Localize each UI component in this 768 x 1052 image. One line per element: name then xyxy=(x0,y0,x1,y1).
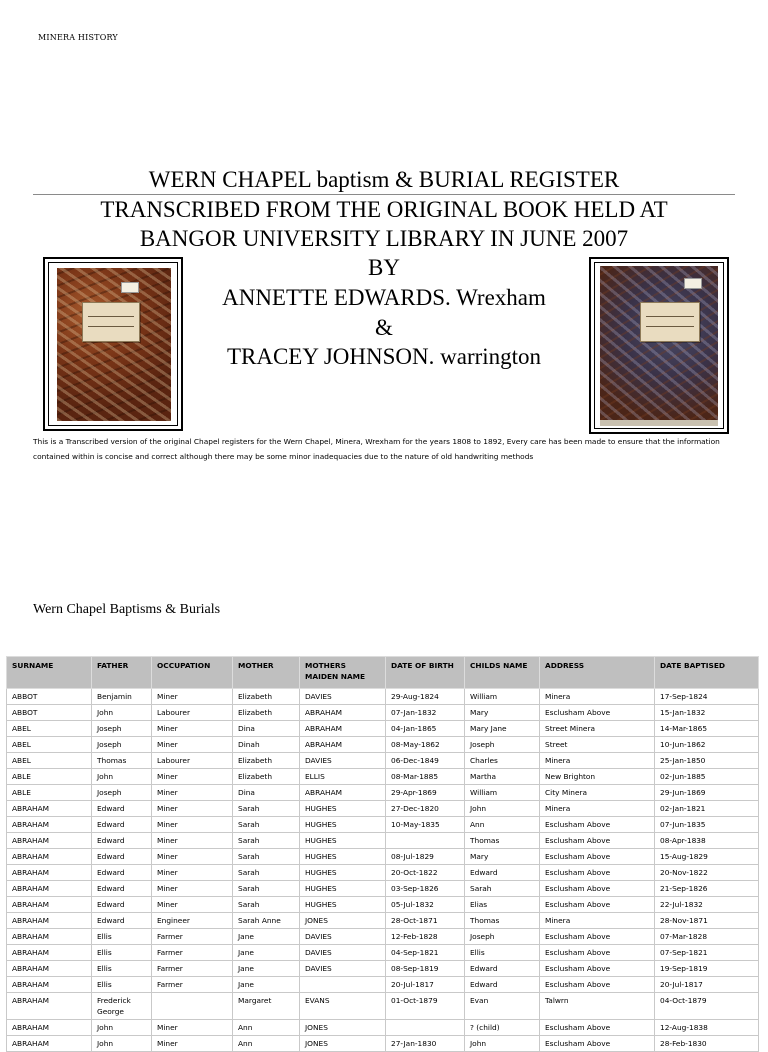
title-line-4: BY xyxy=(368,255,400,280)
table-cell: Jane xyxy=(233,945,300,961)
book-cover-image xyxy=(57,268,171,421)
table-row xyxy=(7,785,759,801)
table-cell: ABRAHAM xyxy=(7,881,92,897)
table-cell: DAVIES xyxy=(300,929,386,945)
table-cell: ABRAHAM xyxy=(7,817,92,833)
table-cell: Joseph xyxy=(465,737,540,753)
table-row xyxy=(7,977,759,993)
register-book-photo-right xyxy=(589,257,729,434)
table-cell: Miner xyxy=(152,801,233,817)
table-cell: ? (child) xyxy=(465,1020,540,1036)
table-cell: ABRAHAM xyxy=(7,801,92,817)
column-header: OCCUPATION xyxy=(152,657,233,689)
table-cell: Miner xyxy=(152,769,233,785)
title-line-3: BANGOR UNIVERSITY LIBRARY IN JUNE 2007 xyxy=(139,226,629,251)
table-cell: Esclusham Above xyxy=(540,881,655,897)
table-cell: John xyxy=(92,705,152,721)
table-cell: 28-Nov-1871 xyxy=(655,913,759,929)
table-cell: Esclusham Above xyxy=(540,961,655,977)
table-cell: 04-Jan-1865 xyxy=(386,721,465,737)
table-cell: 06-Dec-1849 xyxy=(386,753,465,769)
table-cell: ABLE xyxy=(7,785,92,801)
table-row xyxy=(7,881,759,897)
table-cell: William xyxy=(465,785,540,801)
table-cell: Sarah Anne xyxy=(233,913,300,929)
table-cell: 08-Jul-1829 xyxy=(386,849,465,865)
table-cell: Edward xyxy=(465,977,540,993)
table-cell: Miner xyxy=(152,849,233,865)
table-cell: JONES xyxy=(300,1020,386,1036)
table-cell: ABRAHAM xyxy=(7,897,92,913)
table-cell: 08-May-1862 xyxy=(386,737,465,753)
table-cell: Sarah xyxy=(233,865,300,881)
table-cell: 07-Jan-1832 xyxy=(386,705,465,721)
table-cell: ABEL xyxy=(7,753,92,769)
table-cell: ABRAHAM xyxy=(7,993,92,1020)
table-cell: Esclusham Above xyxy=(540,945,655,961)
table-cell: EVANS xyxy=(300,993,386,1020)
table-row xyxy=(7,929,759,945)
table-cell: ABBOT xyxy=(7,689,92,705)
table-cell: Jane xyxy=(233,961,300,977)
table-cell: ABRAHAM xyxy=(7,977,92,993)
table-cell: 07-Mar-1828 xyxy=(655,929,759,945)
table-cell: Edward xyxy=(92,865,152,881)
table-cell: John xyxy=(465,801,540,817)
table-row xyxy=(7,737,759,753)
column-header: MOTHER xyxy=(233,657,300,689)
table-cell: Sarah xyxy=(233,801,300,817)
table-cell: Sarah xyxy=(465,881,540,897)
table-cell: Esclusham Above xyxy=(540,977,655,993)
table-cell: ABRAHAM xyxy=(7,961,92,977)
table-cell: 12-Feb-1828 xyxy=(386,929,465,945)
table-cell: 01-Oct-1879 xyxy=(386,993,465,1020)
table-cell: Esclusham Above xyxy=(540,1036,655,1052)
title-line-2: TRANSCRIBED FROM THE ORIGINAL BOOK HELD AT xyxy=(100,197,668,222)
table-row xyxy=(7,945,759,961)
table-row xyxy=(7,721,759,737)
table-cell: HUGHES xyxy=(300,865,386,881)
table-cell: John xyxy=(92,769,152,785)
table-row xyxy=(7,897,759,913)
table-cell: 29-Apr-1869 xyxy=(386,785,465,801)
table-cell: Thomas xyxy=(92,753,152,769)
table-cell: HUGHES xyxy=(300,817,386,833)
table-cell: 27-Dec-1820 xyxy=(386,801,465,817)
table-cell: Ann xyxy=(465,817,540,833)
table-cell xyxy=(386,833,465,849)
table-cell: Elizabeth xyxy=(233,753,300,769)
table-cell: Ellis xyxy=(465,945,540,961)
table-cell: Sarah xyxy=(233,881,300,897)
table-cell: Dinah xyxy=(233,737,300,753)
table-cell: ABEL xyxy=(7,737,92,753)
table-cell: HUGHES xyxy=(300,833,386,849)
table-cell: DAVIES xyxy=(300,961,386,977)
table-cell: Minera xyxy=(540,801,655,817)
column-header: SURNAME xyxy=(7,657,92,689)
table-cell: Street Minera xyxy=(540,721,655,737)
table-cell: 07-Jun-1835 xyxy=(655,817,759,833)
table-cell: Esclusham Above xyxy=(540,817,655,833)
register-table xyxy=(6,656,759,1052)
table-cell: Farmer xyxy=(152,929,233,945)
table-cell: 28-Feb-1830 xyxy=(655,1036,759,1052)
table-cell: Minera xyxy=(540,753,655,769)
table-cell: Esclusham Above xyxy=(540,705,655,721)
table-cell: New Brighton xyxy=(540,769,655,785)
table-cell: 17-Sep-1824 xyxy=(655,689,759,705)
table-cell: 20-Nov-1822 xyxy=(655,865,759,881)
table-cell: Ellis xyxy=(92,929,152,945)
table-cell: 25-Jan-1850 xyxy=(655,753,759,769)
table-row xyxy=(7,1036,759,1052)
table-cell: 07-Sep-1821 xyxy=(655,945,759,961)
table-cell: Ellis xyxy=(92,945,152,961)
table-cell: Miner xyxy=(152,833,233,849)
table-cell: Minera xyxy=(540,913,655,929)
table-cell: 05-Jul-1832 xyxy=(386,897,465,913)
table-cell: ABRAHAM xyxy=(7,1036,92,1052)
table-cell: Mary Jane xyxy=(465,721,540,737)
table-row xyxy=(7,753,759,769)
table-cell: 08-Mar-1885 xyxy=(386,769,465,785)
table-cell: 29-Aug-1824 xyxy=(386,689,465,705)
table-cell: 03-Sep-1826 xyxy=(386,881,465,897)
table-cell: 04-Sep-1821 xyxy=(386,945,465,961)
table-cell: HUGHES xyxy=(300,897,386,913)
table-cell: 10-Jun-1862 xyxy=(655,737,759,753)
table-cell: 15-Aug-1829 xyxy=(655,849,759,865)
table-row xyxy=(7,849,759,865)
table-cell: Esclusham Above xyxy=(540,929,655,945)
table-cell: ABRAHAM xyxy=(300,737,386,753)
table-cell: ABRAHAM xyxy=(7,1020,92,1036)
table-cell: Labourer xyxy=(152,753,233,769)
table-row xyxy=(7,769,759,785)
table-cell: William xyxy=(465,689,540,705)
table-row xyxy=(7,865,759,881)
table-cell: 27-Jan-1830 xyxy=(386,1036,465,1052)
table-cell: ABLE xyxy=(7,769,92,785)
table-row xyxy=(7,833,759,849)
table-cell: Esclusham Above xyxy=(540,897,655,913)
table-cell: Joseph xyxy=(92,785,152,801)
table-cell: Ann xyxy=(233,1020,300,1036)
table-cell: Miner xyxy=(152,785,233,801)
section-title: Wern Chapel Baptisms & Burials xyxy=(33,602,221,617)
table-cell: Esclusham Above xyxy=(540,833,655,849)
table-cell: 28-Oct-1871 xyxy=(386,913,465,929)
running-header: MINERA HISTORY xyxy=(38,33,118,42)
table-cell: Engineer xyxy=(152,913,233,929)
table-cell: Dina xyxy=(233,721,300,737)
table-cell: 20-Oct-1822 xyxy=(386,865,465,881)
table-cell: Miner xyxy=(152,721,233,737)
table-cell: ABRAHAM xyxy=(7,849,92,865)
table-cell: Farmer xyxy=(152,945,233,961)
table-cell: ABRAHAM xyxy=(7,833,92,849)
column-header: CHILDS NAME xyxy=(465,657,540,689)
table-cell: Edward xyxy=(92,849,152,865)
table-cell: 10-May-1835 xyxy=(386,817,465,833)
table-cell: Frederick George xyxy=(92,993,152,1020)
table-cell: Ann xyxy=(233,1036,300,1052)
intro-paragraph: This is a Transcribed version of the original Chapel registers for the Wern Chapel, Minera, Wrexham for the years 1808 to 1892, Every care has been made to ensure that the information contained within is concise and correct although there may be some minor inadequacies due to the nature of old handwriting methods xyxy=(33,437,720,461)
table-header-row xyxy=(7,657,759,689)
table-cell: 15-Jan-1832 xyxy=(655,705,759,721)
table-cell: Charles xyxy=(465,753,540,769)
table-row xyxy=(7,1020,759,1036)
column-header: DATE OF BIRTH xyxy=(386,657,465,689)
table-row xyxy=(7,705,759,721)
table-cell: ABRAHAM xyxy=(300,721,386,737)
table-cell: ABRAHAM xyxy=(7,945,92,961)
table-cell: Miner xyxy=(152,737,233,753)
table-cell: DAVIES xyxy=(300,945,386,961)
table-cell: Thomas xyxy=(465,913,540,929)
table-cell: DAVIES xyxy=(300,689,386,705)
table-cell: 22-Jul-1832 xyxy=(655,897,759,913)
table-cell: DAVIES xyxy=(300,753,386,769)
table-cell: Joseph xyxy=(92,737,152,753)
table-cell: Elizabeth xyxy=(233,705,300,721)
table-cell: ABRAHAM xyxy=(7,929,92,945)
table-cell: Ellis xyxy=(92,961,152,977)
table-cell: Minera xyxy=(540,689,655,705)
table-cell: Joseph xyxy=(465,929,540,945)
table-cell: Miner xyxy=(152,1020,233,1036)
table-cell: Esclusham Above xyxy=(540,865,655,881)
table-cell: HUGHES xyxy=(300,849,386,865)
table-cell: ELLIS xyxy=(300,769,386,785)
table-cell: Mary xyxy=(465,849,540,865)
table-cell: Martha xyxy=(465,769,540,785)
table-cell: Jane xyxy=(233,929,300,945)
table-cell: ABRAHAM xyxy=(7,913,92,929)
table-cell: Miner xyxy=(152,881,233,897)
table-cell: Sarah xyxy=(233,849,300,865)
table-row xyxy=(7,913,759,929)
book-cover-image xyxy=(600,266,718,426)
table-cell: JONES xyxy=(300,1036,386,1052)
table-cell: 02-Jun-1885 xyxy=(655,769,759,785)
table-cell: 14-Mar-1865 xyxy=(655,721,759,737)
table-cell: Margaret xyxy=(233,993,300,1020)
table-cell: Edward xyxy=(92,801,152,817)
table-cell: 21-Sep-1826 xyxy=(655,881,759,897)
table-cell: Miner xyxy=(152,817,233,833)
table-cell: JONES xyxy=(300,913,386,929)
table-cell: 20-Jul-1817 xyxy=(655,977,759,993)
table-cell: John xyxy=(92,1036,152,1052)
title-line-7: TRACEY JOHNSON. warrington xyxy=(226,344,542,369)
table-cell: ABRAHAM xyxy=(300,705,386,721)
table-row xyxy=(7,961,759,977)
table-cell: Edward xyxy=(92,913,152,929)
table-cell: Farmer xyxy=(152,977,233,993)
table-cell: Sarah xyxy=(233,817,300,833)
table-cell: Joseph xyxy=(92,721,152,737)
table-cell: 08-Apr-1838 xyxy=(655,833,759,849)
table-cell: Edward xyxy=(92,897,152,913)
table-cell: Edward xyxy=(465,961,540,977)
table-cell: Sarah xyxy=(233,897,300,913)
title-line-5: ANNETTE EDWARDS. Wrexham xyxy=(222,285,546,310)
table-cell: Elizabeth xyxy=(233,689,300,705)
table-cell: City Minera xyxy=(540,785,655,801)
table-cell: 02-Jan-1821 xyxy=(655,801,759,817)
table-cell: Jane xyxy=(233,977,300,993)
table-cell xyxy=(300,977,386,993)
table-cell: Edward xyxy=(465,865,540,881)
column-header: FATHER xyxy=(92,657,152,689)
table-cell: HUGHES xyxy=(300,881,386,897)
title-line-6: & xyxy=(375,315,393,340)
table-cell: Edward xyxy=(92,817,152,833)
table-cell: Miner xyxy=(152,689,233,705)
table-cell: Street xyxy=(540,737,655,753)
table-cell: 19-Sep-1819 xyxy=(655,961,759,977)
table-cell: Labourer xyxy=(152,705,233,721)
table-cell: ABBOT xyxy=(7,705,92,721)
table-cell: 29-Jun-1869 xyxy=(655,785,759,801)
table-cell: Elizabeth xyxy=(233,769,300,785)
table-cell: Elias xyxy=(465,897,540,913)
table-cell: Benjamin xyxy=(92,689,152,705)
table-cell: 04-Oct-1879 xyxy=(655,993,759,1020)
column-header: ADDRESS xyxy=(540,657,655,689)
table-cell: John xyxy=(92,1020,152,1036)
table-cell xyxy=(386,1020,465,1036)
table-cell: Ellis xyxy=(92,977,152,993)
register-book-photo-left xyxy=(43,257,183,431)
table-cell: Farmer xyxy=(152,961,233,977)
table-cell: John xyxy=(465,1036,540,1052)
table-cell: Mary xyxy=(465,705,540,721)
table-cell: Talwrn xyxy=(540,993,655,1020)
table-cell: 08-Sep-1819 xyxy=(386,961,465,977)
table-cell: ABEL xyxy=(7,721,92,737)
table-cell: Dina xyxy=(233,785,300,801)
table-cell: Edward xyxy=(92,833,152,849)
table-cell: ABRAHAM xyxy=(300,785,386,801)
table-cell: Esclusham Above xyxy=(540,1020,655,1036)
table-cell: Miner xyxy=(152,865,233,881)
table-row xyxy=(7,993,759,1020)
table-cell: Thomas xyxy=(465,833,540,849)
table-cell: Edward xyxy=(92,881,152,897)
table-cell: 12-Aug-1838 xyxy=(655,1020,759,1036)
table-cell: ABRAHAM xyxy=(7,865,92,881)
table-row xyxy=(7,689,759,705)
table-cell: Miner xyxy=(152,1036,233,1052)
column-header: DATE BAPTISED xyxy=(655,657,759,689)
table-row xyxy=(7,817,759,833)
table-cell: Miner xyxy=(152,897,233,913)
table-cell: 20-Jul-1817 xyxy=(386,977,465,993)
table-cell xyxy=(152,993,233,1020)
table-cell: Evan xyxy=(465,993,540,1020)
table-cell: Sarah xyxy=(233,833,300,849)
table-cell: HUGHES xyxy=(300,801,386,817)
table-cell: Esclusham Above xyxy=(540,849,655,865)
table-row xyxy=(7,801,759,817)
column-header: MOTHERS MAIDEN NAME xyxy=(300,657,386,689)
title-line-1: WERN CHAPEL baptism & BURIAL REGISTER xyxy=(148,167,620,192)
